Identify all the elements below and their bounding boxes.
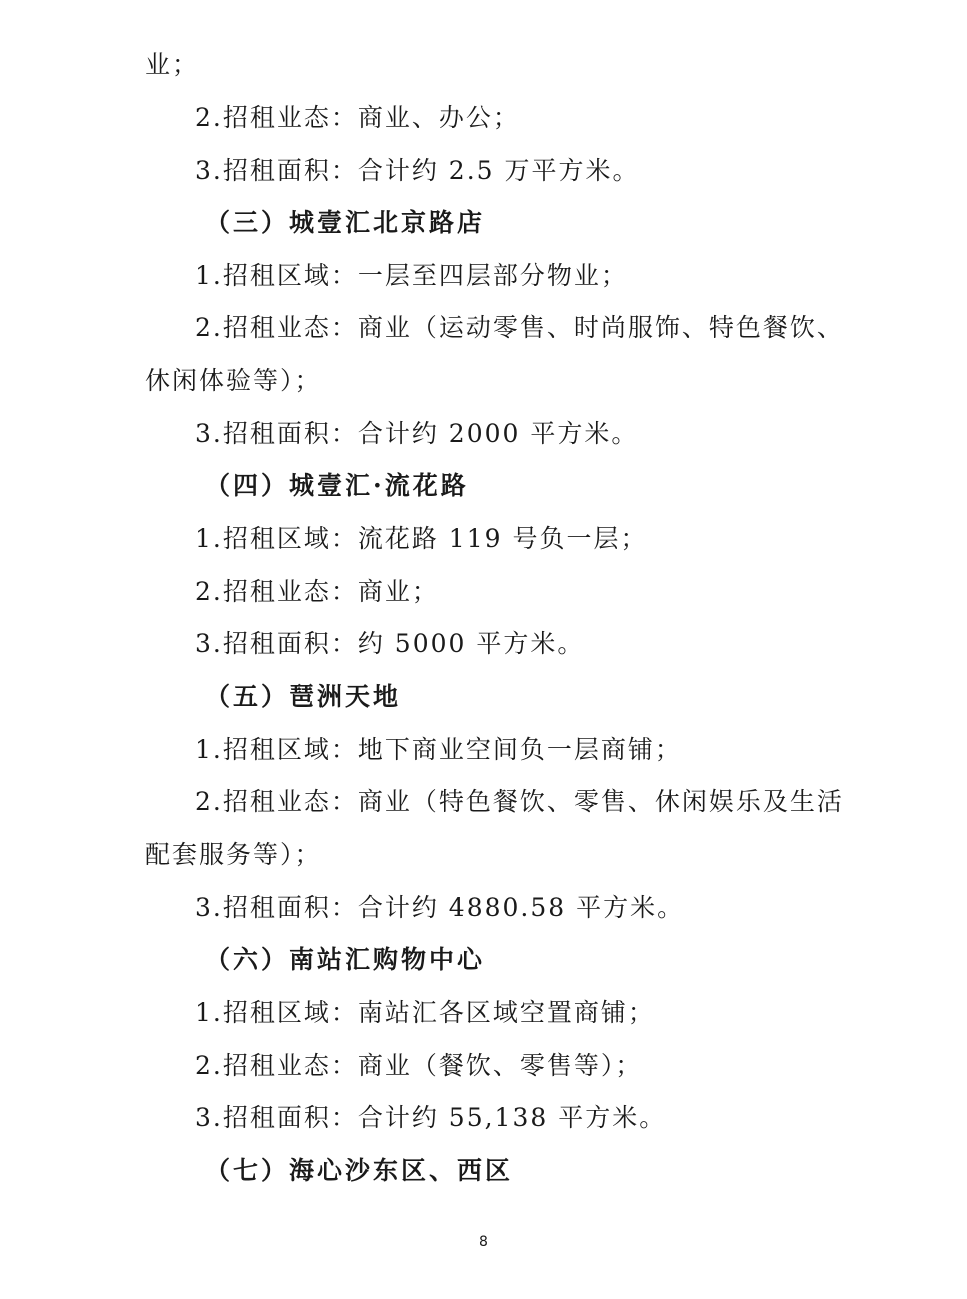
- text-line-item: 3.招租面积：合计约 2.5 万平方米。: [195, 156, 640, 185]
- text-line-item: 2.招租业态：商业、办公；: [195, 103, 520, 132]
- text-line-item: 1.招租区域：流花路 119 号负一层；: [195, 524, 648, 553]
- text-line-continuation: 休闲体验等）；: [145, 366, 322, 395]
- text-line-item: 2.招租业态：商业（运动零售、时尚服饰、特色餐饮、: [195, 313, 844, 342]
- section-heading: （五）琶洲天地: [205, 682, 402, 711]
- text-line-item: 1.招租区域：南站汇各区域空置商铺；: [195, 998, 655, 1027]
- text-line-item: 3.招租面积：约 5000 平方米。: [195, 629, 585, 658]
- text-line-item: 2.招租业态：商业（特色餐饮、零售、休闲娱乐及生活: [195, 787, 844, 816]
- text-line-continuation: 配套服务等）；: [145, 840, 322, 869]
- section-heading: （七）海心沙东区、西区: [205, 1156, 514, 1185]
- section-heading: （四）城壹汇·流花路: [205, 471, 469, 500]
- text-line-item: 1.招租区域：一层至四层部分物业；: [195, 261, 628, 290]
- text-line-item: 3.招租面积：合计约 55,138 平方米。: [195, 1103, 667, 1132]
- page-number: 8: [479, 1234, 488, 1250]
- text-line-item: 2.招租业态：商业；: [195, 577, 439, 606]
- text-line-item: 3.招租面积：合计约 2000 平方米。: [195, 419, 639, 448]
- text-line-item: 3.招租面积：合计约 4880.58 平方米。: [195, 893, 685, 922]
- section-heading: （六）南站汇购物中心: [205, 945, 486, 974]
- section-heading: （三）城壹汇北京路店: [205, 208, 486, 237]
- text-line-item: 1.招租区域：地下商业空间负一层商铺；: [195, 735, 682, 764]
- text-line-item: 2.招租业态：商业（餐饮、零售等）；: [195, 1051, 643, 1080]
- text-line-continuation: 业；: [145, 50, 200, 79]
